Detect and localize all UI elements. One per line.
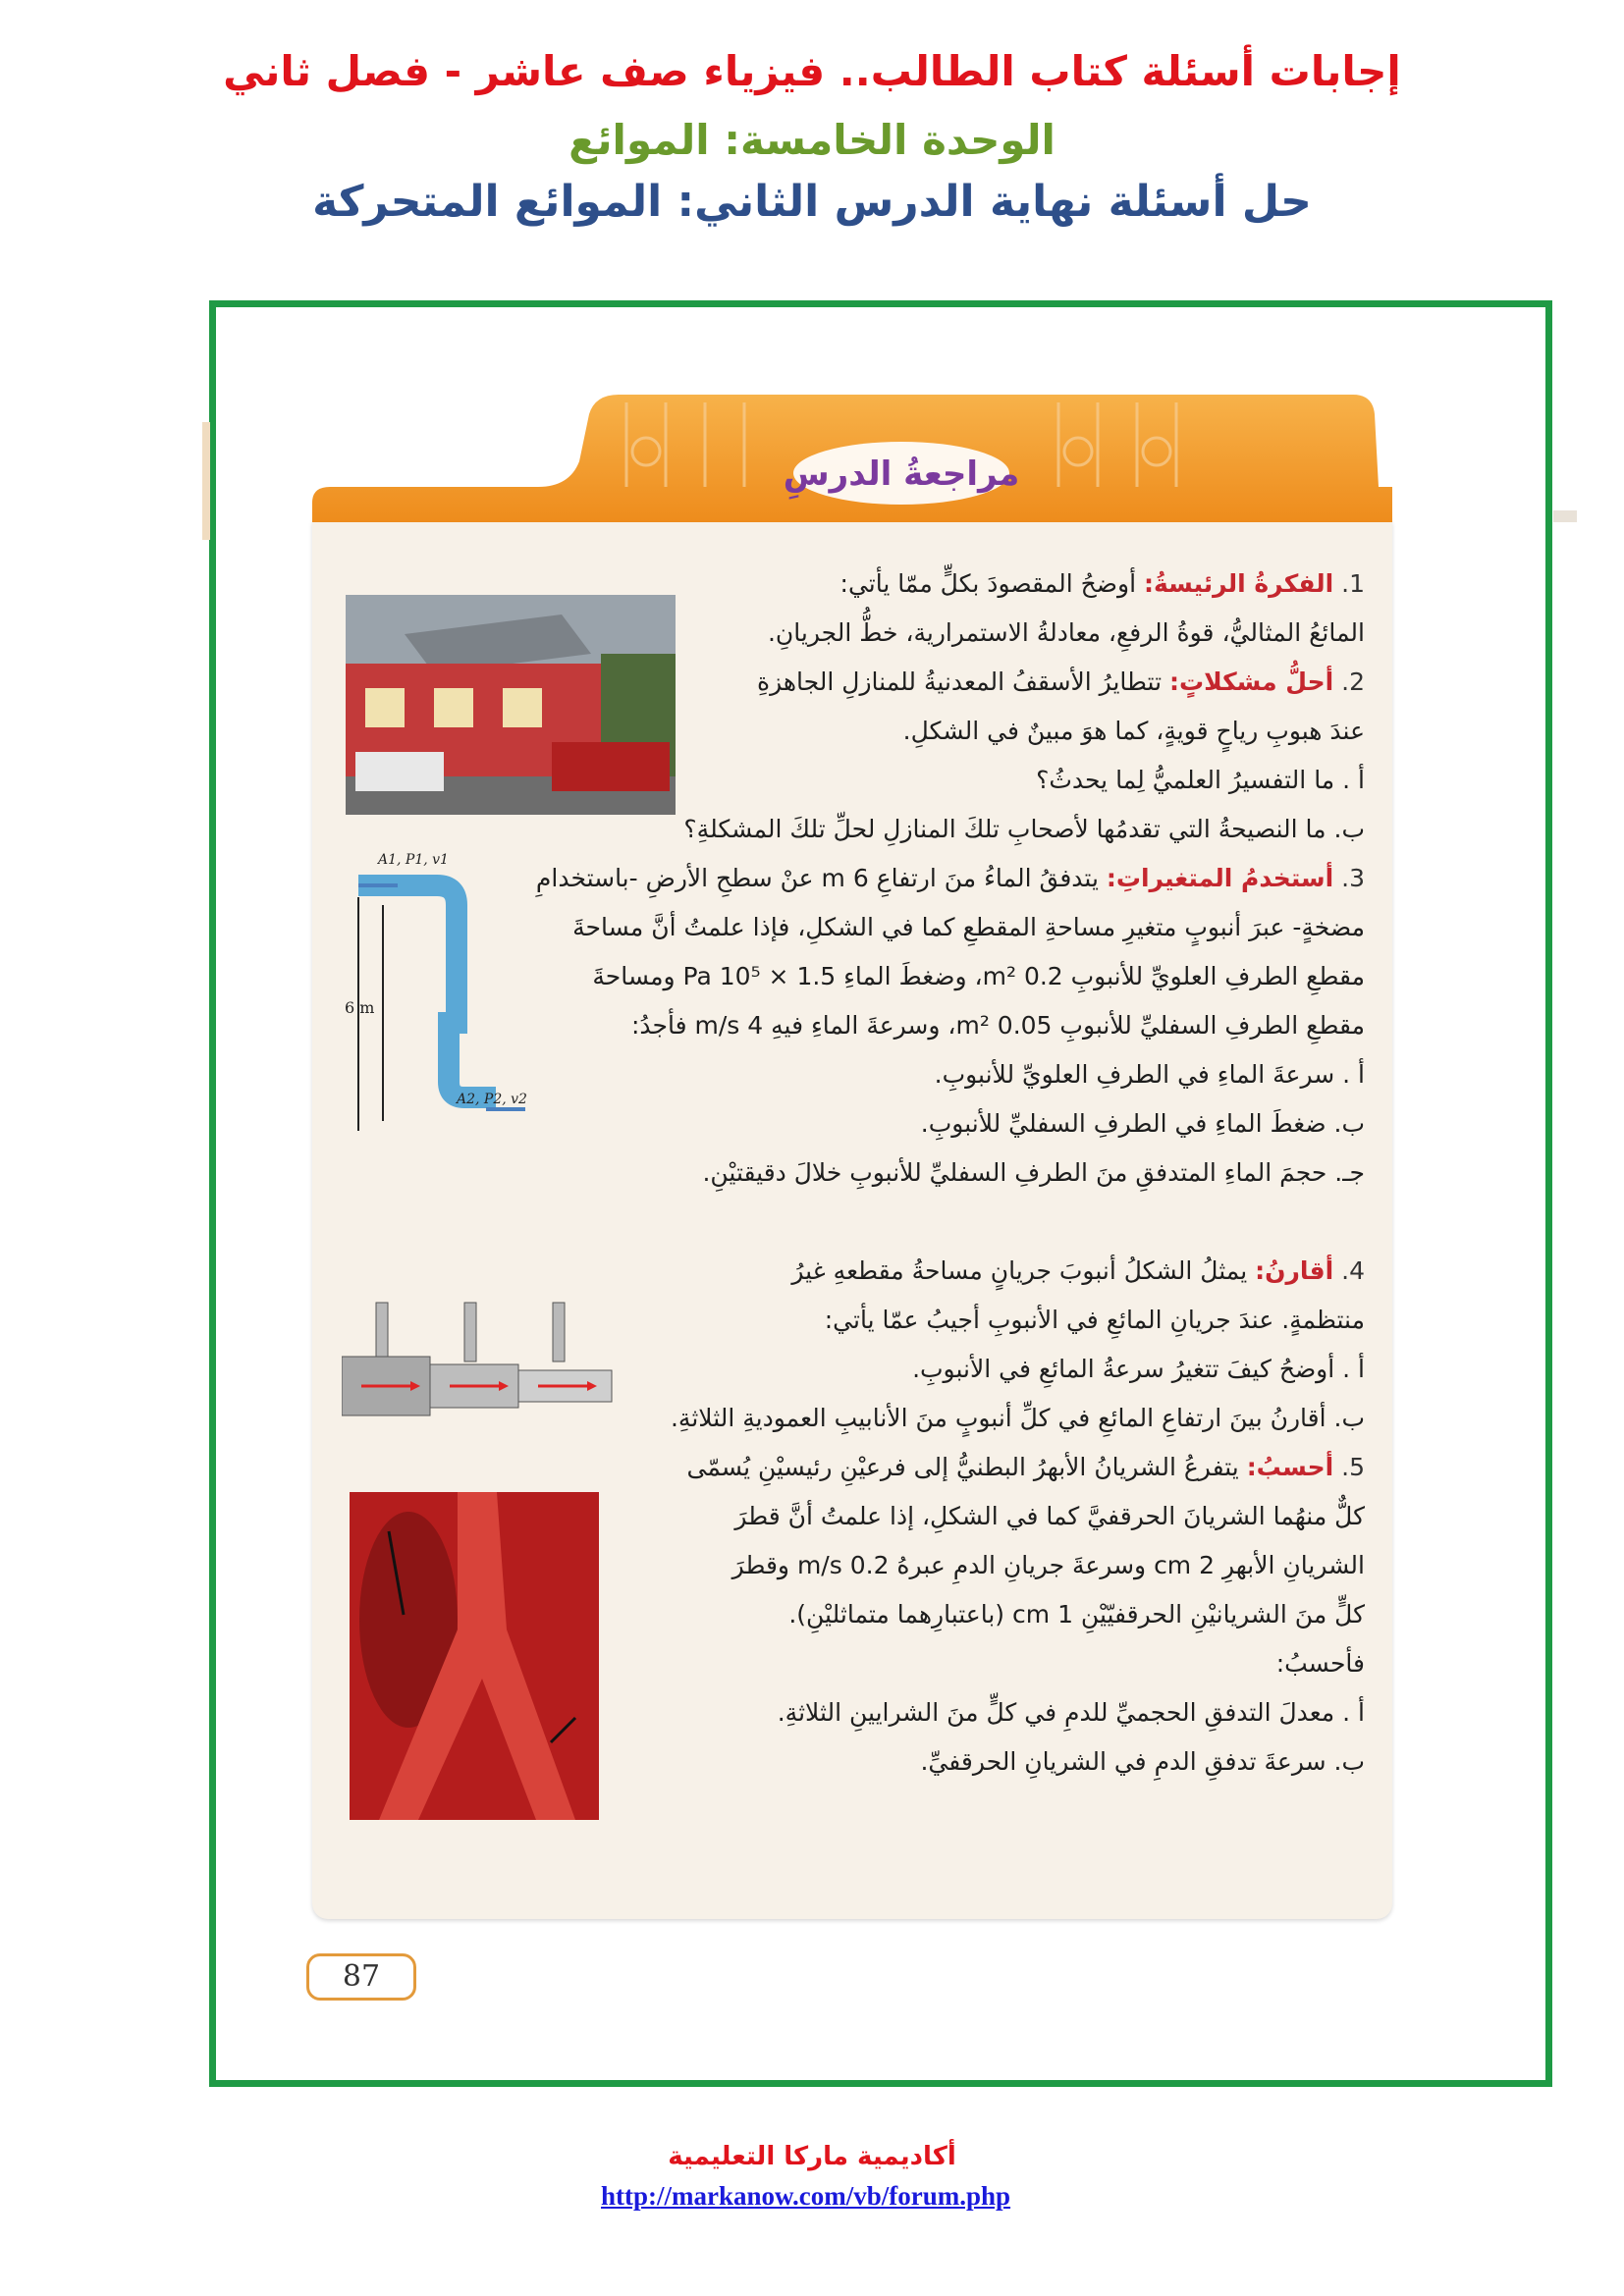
question-4 xyxy=(619,1247,1365,1443)
question-number: 5. xyxy=(1341,1453,1365,1481)
question-text: أ . سرعةَ الماءِ في الطرفِ العلويِّ للأنبوبِ. xyxy=(934,1060,1365,1089)
footer-academy-name: أكاديمية ماركا التعليمية xyxy=(668,2142,956,2171)
question-3 xyxy=(535,854,1365,1198)
question-keyword: الفكرةُ الرئيسةُ: xyxy=(1143,569,1334,598)
question-keyword: أحسبُ: xyxy=(1246,1453,1334,1481)
header-title: إجابات أسئلة كتاب الطالب.. فيزياء صف عاشر - فصل ثاني xyxy=(223,47,1401,95)
footer-link[interactable]: http://markanow.com/vb/forum.php xyxy=(601,2181,1011,2211)
unit-title: الوحدة الخامسة: الموائع xyxy=(568,116,1056,164)
question-number: 4. xyxy=(1341,1256,1365,1285)
pipe-top-label: A1, P1, v1 xyxy=(378,852,449,868)
question-text: أوضحُ المقصودَ بكلٍّ ممّا يأتي: xyxy=(839,569,1137,598)
question-5 xyxy=(619,1443,1365,1787)
page-number: 87 xyxy=(306,1953,416,2001)
question-text: ب. أقارنُ بينَ ارتفاعِ المائعِ في كلِّ أنبوبٍ منَ الأنابيبِ العموديةِ الثلاثةِ. xyxy=(670,1404,1365,1432)
pipe-bottom-label: A2, P2, v2 xyxy=(457,1092,527,1107)
page-edge-decoration xyxy=(202,422,210,540)
question-text: منتظمةٍ. عندَ جريانِ المائعِ في الأنبوبِ أجيبُ عمّا يأتي: xyxy=(824,1306,1365,1334)
pipe-figure xyxy=(339,846,555,1141)
page-edge-decoration xyxy=(1553,510,1577,522)
question-text: يتفرعُ الشريانُ الأبهرُ البطنيُّ إلى فرعيْنِ رئيسيْنِ يُسمّى xyxy=(686,1453,1239,1481)
question-2 xyxy=(545,658,1365,854)
question-text: أ . ما التفسيرُ العلميُّ لِما يحدثُ؟ xyxy=(1036,766,1365,794)
question-text: يتدفقُ الماءُ منَ ارتفاعِ 6 m عنْ سطحِ الأرضِ -باستخدامِ xyxy=(535,864,1099,892)
question-1 xyxy=(677,560,1365,658)
question-text: المائعُ المثاليُّ، قوةُ الرفعِ، معادلةُ الاستمرارية، خطُّ الجريانِ. xyxy=(767,618,1365,647)
question-text: أ . أوضحُ كيفَ تتغيرُ سرعةُ المائعِ في الأنبوبِ. xyxy=(912,1355,1365,1383)
question-text: ب. ضغطَ الماءِ في الطرفِ السفليِّ للأنبوبِ. xyxy=(920,1109,1365,1138)
question-text: مقطعِ الطرفِ العلويِّ للأنبوبِ 0.2 m²، وضغطَ الماءِ 1.5 × 10⁵ Pa ومساحةَ xyxy=(592,962,1365,990)
venturi-pipe-figure xyxy=(342,1298,617,1425)
question-text: تتطايرُ الأسقفُ المعدنيةُ للمنازلِ الجاهزةِ xyxy=(756,667,1163,696)
question-number: 3. xyxy=(1341,864,1365,892)
question-text: أ . معدلَ التدفقِ الحجميِّ للدمِ في كلٍّ منَ الشرايينِ الثلاثةِ. xyxy=(777,1698,1365,1727)
question-text: يمثلُ الشكلُ أنبوبَ جريانٍ مساحةُ مقطعهِ غيرُ xyxy=(791,1256,1248,1285)
question-text: كلٌّ منهُما الشريانَ الحرقفيَّ كما في الشكلِ، إذا علمتُ أنَّ قطرَ xyxy=(734,1502,1365,1530)
question-text: مضخةٍ- عبرَ أنبوبٍ متغيرِ مساحةِ المقطعِ كما في الشكلِ، فإذا علمتُ أنَّ مساحةَ xyxy=(572,913,1365,941)
lesson-title: حل أسئلة نهاية الدرس الثاني: الموائع المتحركة xyxy=(312,177,1312,227)
question-text: فأحسبُ: xyxy=(1275,1649,1365,1678)
question-text: جـ. حجمَ الماءِ المتدفقِ منَ الطرفِ السفليِّ للأنبوبِ خلالَ دقيقتيْنِ. xyxy=(702,1158,1365,1187)
pipe-height-label: 6 m xyxy=(345,998,375,1017)
question-text: ب. ما النصيحةُ التي تقدمُها لأصحابِ تلكَ المنازلِ لحلِّ تلكَ المشكلةِ؟ xyxy=(683,815,1365,843)
question-number: 1. xyxy=(1341,569,1365,598)
question-text: كلٍّ منَ الشريانيْنِ الحرقفيّيْنِ 1 cm (باعتبارِهما متماثليْنِ). xyxy=(788,1600,1365,1629)
question-number: 2. xyxy=(1341,667,1365,696)
question-text: ب. سرعةَ تدفقِ الدمِ في الشريانِ الحرقفيِّ. xyxy=(920,1747,1365,1776)
question-text: عندَ هبوبِ رياحٍ قويةٍ، كما هوَ مبينٌ في الشكلِ. xyxy=(902,717,1365,745)
lesson-review-banner xyxy=(312,393,1392,522)
question-text: الشريانِ الأبهرِ 2 cm وسرعةَ جريانِ الدمِ عبرهُ 0.2 m/s وقطرَ xyxy=(731,1551,1365,1579)
question-keyword: أستخدمُ المتغيراتِ: xyxy=(1106,864,1334,892)
artery-photo xyxy=(350,1492,599,1820)
question-keyword: أحلُّ مشكلاتٍ: xyxy=(1169,667,1334,696)
question-text: مقطعِ الطرفِ السفليِّ للأنبوبِ 0.05 m²، وسرعةَ الماءِ فيهِ 4 m/s فأجدُ: xyxy=(631,1011,1365,1040)
banner-title: مراجعةُ الدرسِ xyxy=(783,454,1020,494)
question-keyword: أقارنُ: xyxy=(1255,1256,1334,1285)
